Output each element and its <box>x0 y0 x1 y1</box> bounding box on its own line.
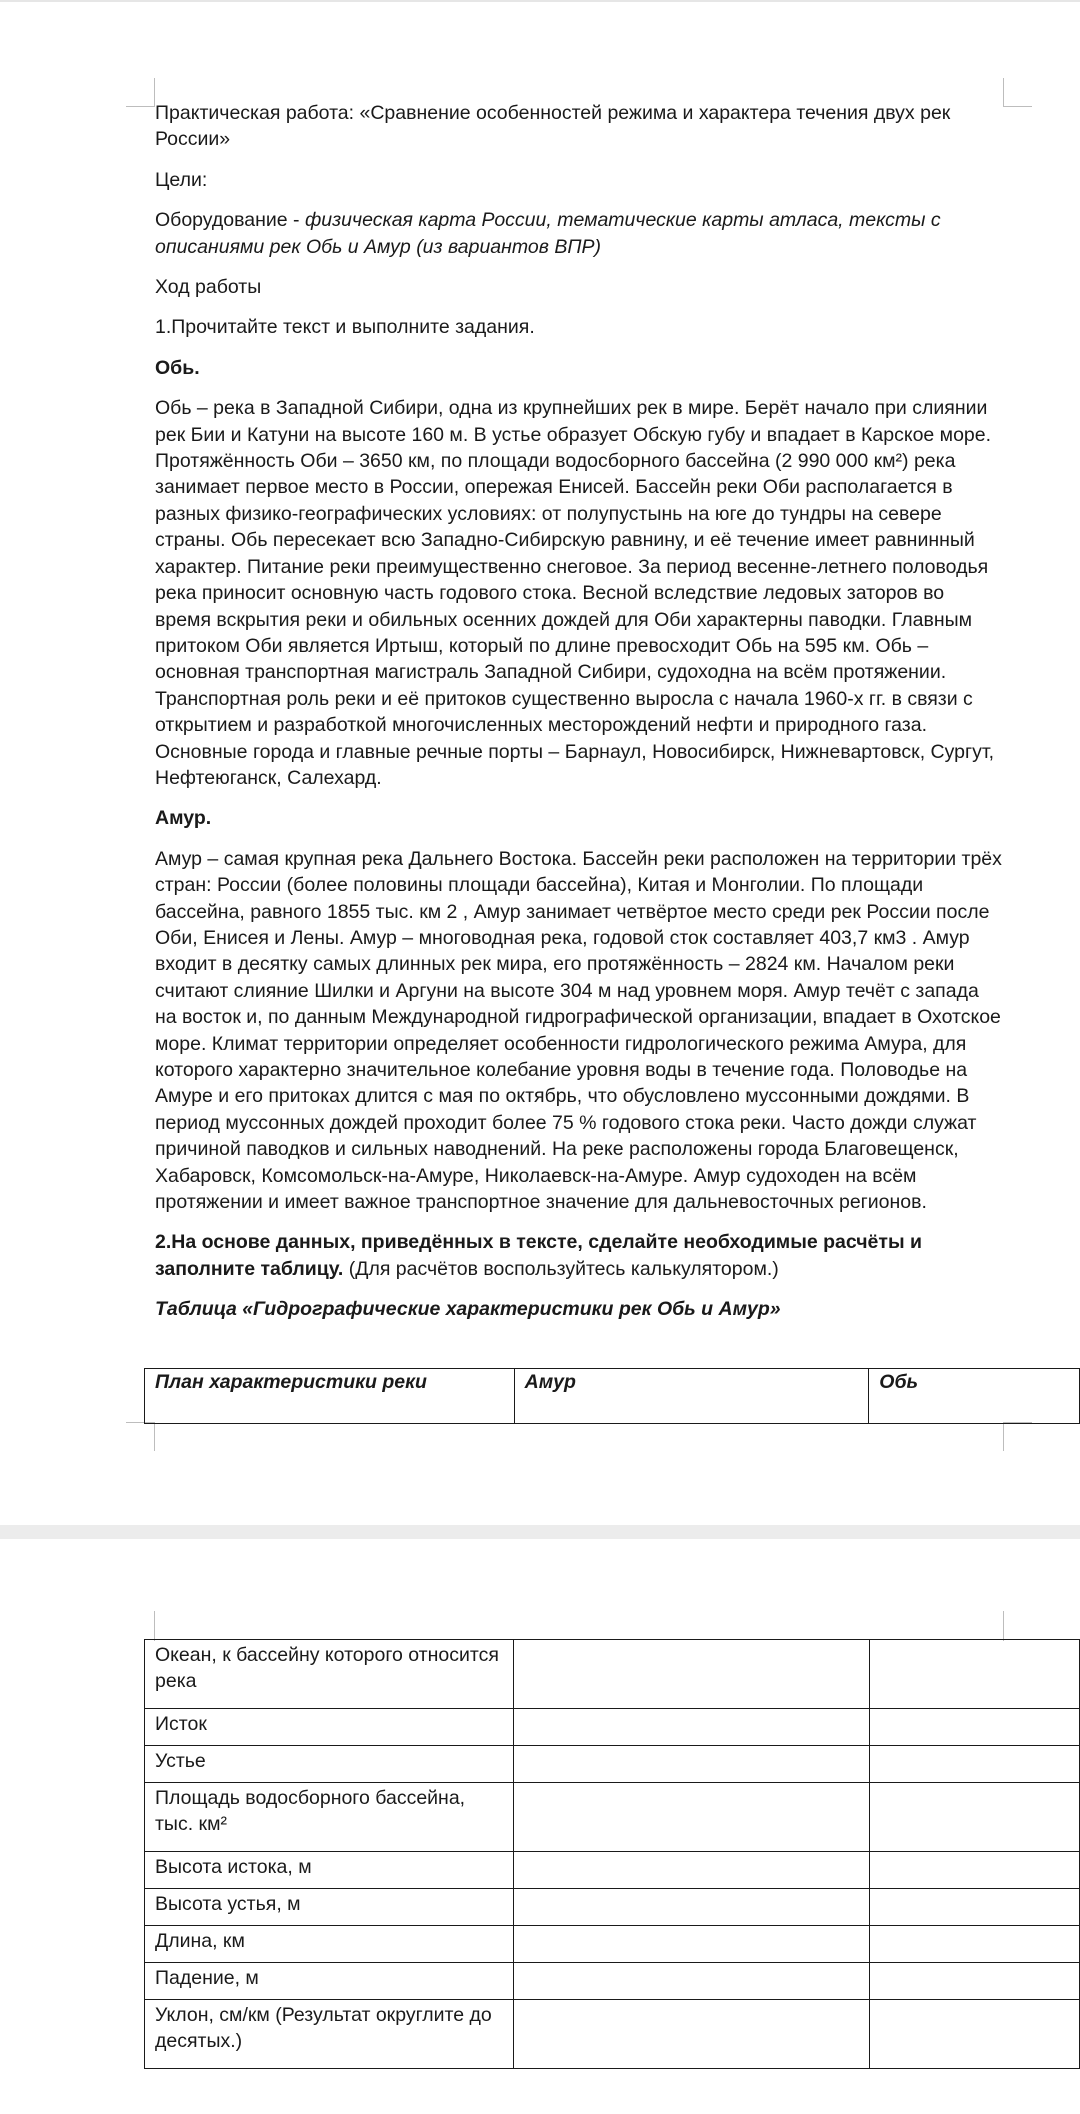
header-amur: Амур <box>514 1369 869 1424</box>
cell-amur[interactable] <box>514 1709 870 1746</box>
table-caption: Таблица «Гидрографические характеристики рек Обь и Амур» <box>155 1298 781 1321</box>
page-margin-corner <box>1003 1611 1032 1641</box>
row-label-ocean: Океан, к бассейну которого относится река <box>145 1640 514 1709</box>
table-row <box>145 1963 1080 2000</box>
cell-amur[interactable] <box>514 1926 870 1963</box>
row-label-mouth-height: Высота устья, м <box>145 1889 514 1926</box>
task-2 <box>155 1229 1005 1282</box>
cell-amur[interactable] <box>514 1963 870 2000</box>
ob-text: Обь – река в Западной Сибири, одна из крупнейших рек в мире. Берёт начало при слиянии рек Бии и Катуни на высоте 160 м. В устье образует Обскую губу и впадает в Карское море. Протяжённость Оби – 3650 км, по площади водосборного бассейна (2 990 000 км²) река занимает первое место в России, опережая Енисей. Бассейн реки Оби располагается в разных физико-географических условиях: от полупустынь на юге до тундры на севере страны. Обь пересекает всю Западно-Сибирскую равнину, и её течение имеет равнинный характер. Питание реки преимущественно снеговое. За период весенне-летнего половодья река приносит основную часть годового стока. Весной вследствие ледовых заторов во время вскрытия реки и обильных осенних дождей для Оби характерны паводки. Главным притоком Оби является Иртыш, который по длине превосходит Обь на 595 км. Обь – основная транспортная магистраль Западной Сибири, судоходна на всём протяжении. Транспортная роль реки и её притоков существенно выросла с начала 1960-х гг. в связи с открытием и разработкой многочисленных месторождений нефти и природного газа. Основные города и главные речные порты – Барнаул, Новосибирск, Нижневартовск, Сургут, Нефтеюганск, Салехард. <box>155 397 995 789</box>
page-margin-corner <box>126 78 155 107</box>
page-margin-corner <box>126 1422 155 1451</box>
task-2-note: (Для расчётов воспользуйтесь калькулятором.) <box>343 1257 779 1280</box>
table-row <box>145 1889 1080 1926</box>
row-label-source-height: Высота истока, м <box>145 1852 514 1889</box>
equipment-text: физическая карта России, тематические карты атласа, тексты с описаниями рек Обь и Амур (из вариантов ВПР) <box>155 209 941 258</box>
header-plan: План характеристики реки <box>145 1369 515 1424</box>
goals-label: Цели: <box>155 168 208 191</box>
page-margin-corner <box>1003 1422 1032 1451</box>
equipment-paragraph <box>155 207 1005 260</box>
table-row <box>145 1709 1080 1746</box>
header-ob: Обь <box>869 1369 1080 1424</box>
document-title: Практическая работа: «Сравнение особенностей режима и характера течения двух рек России» <box>155 102 951 151</box>
cell-ob[interactable] <box>870 1889 1080 1926</box>
document-page-2 <box>0 1539 1080 2114</box>
page-margin-corner <box>126 1611 155 1641</box>
row-label-length: Длина, км <box>145 1926 514 1963</box>
cell-amur[interactable] <box>514 1889 870 1926</box>
document-body <box>155 100 1005 1337</box>
page-margin-corner <box>1003 78 1032 107</box>
cell-amur[interactable] <box>514 1783 870 1852</box>
table-row <box>145 2000 1080 2069</box>
cell-ob[interactable] <box>870 1746 1080 1783</box>
workflow-heading: Ход работы <box>155 276 262 299</box>
characteristics-table <box>144 1639 1080 2069</box>
amur-heading: Амур. <box>155 807 212 830</box>
table-row <box>145 1926 1080 1963</box>
cell-ob[interactable] <box>870 1783 1080 1852</box>
amur-text: Амур – самая крупная река Дальнего Востока. Бассейн реки расположен на территории трёх стран: России (более половины площади бассейна), Китая и Монголии. По площади бассейна, равного 1855 тыс. км 2 , Амур занимает четвёртое место среди рек России после Оби, Енисея и Лены. Амур – многоводная река, годовой сток составляет 403,7 км3 . Амур входит в десятку самых длинных рек мира, его протяжённость – 2824 км. Началом реки считают слияние Шилки и Аргуни на высоте 304 м над уровнем моря. Амур течёт с запада на восток и, по данным Международной гидрографической организации, впадает в Охотское море. Климат территории определяет особенности гидрологического режима Амура, для которого характерно значительное колебание уровня воды в течение года. Половодье на Амуре и его притоках длится с мая по октябрь, что обусловлено муссонными дождями. В период муссонных дождей проходит более 75 % годового стока реки. Часто дожди служат причиной паводков и сильных наводнений. На реке расположены города Благовещенск, Хабаровск, Комсомольск-на-Амуре, Николаевск-на-Амуре. Амур судоходен на всём протяжении и имеет важное транспортное значение для дальневосточных регионов. <box>155 847 1002 1214</box>
row-label-fall: Падение, м <box>145 1963 514 2000</box>
cell-ob[interactable] <box>870 1963 1080 2000</box>
row-label-basin-area: Площадь водосборного бассейна, тыс. км² <box>145 1783 514 1852</box>
cell-amur[interactable] <box>514 1746 870 1783</box>
row-label-source: Исток <box>145 1709 514 1746</box>
table-row <box>145 1783 1080 1852</box>
table-row <box>145 1640 1080 1709</box>
ob-heading: Обь. <box>155 356 200 379</box>
cell-ob[interactable] <box>870 2000 1080 2069</box>
row-label-mouth: Устье <box>145 1746 514 1783</box>
table-row <box>145 1852 1080 1889</box>
task-2-bold: 2.На основе данных, приведённых в тексте, сделайте необходимые расчёты и заполните таблицу. <box>155 1231 923 1280</box>
page-break <box>0 1525 1080 1539</box>
cell-amur[interactable] <box>514 1640 870 1709</box>
task-1: 1.Прочитайте текст и выполните задания. <box>155 316 535 339</box>
cell-amur[interactable] <box>514 1852 870 1889</box>
equipment-label: Оборудование - <box>155 209 305 232</box>
row-label-slope: Уклон, см/км (Результат округлите до десятых.) <box>145 2000 514 2069</box>
table-row <box>145 1746 1080 1783</box>
cell-ob[interactable] <box>870 1709 1080 1746</box>
cell-ob[interactable] <box>870 1640 1080 1709</box>
table-header-row <box>145 1369 1080 1424</box>
cell-amur[interactable] <box>514 2000 870 2069</box>
cell-ob[interactable] <box>870 1926 1080 1963</box>
cell-ob[interactable] <box>870 1852 1080 1889</box>
characteristics-table-header <box>144 1368 1080 1424</box>
